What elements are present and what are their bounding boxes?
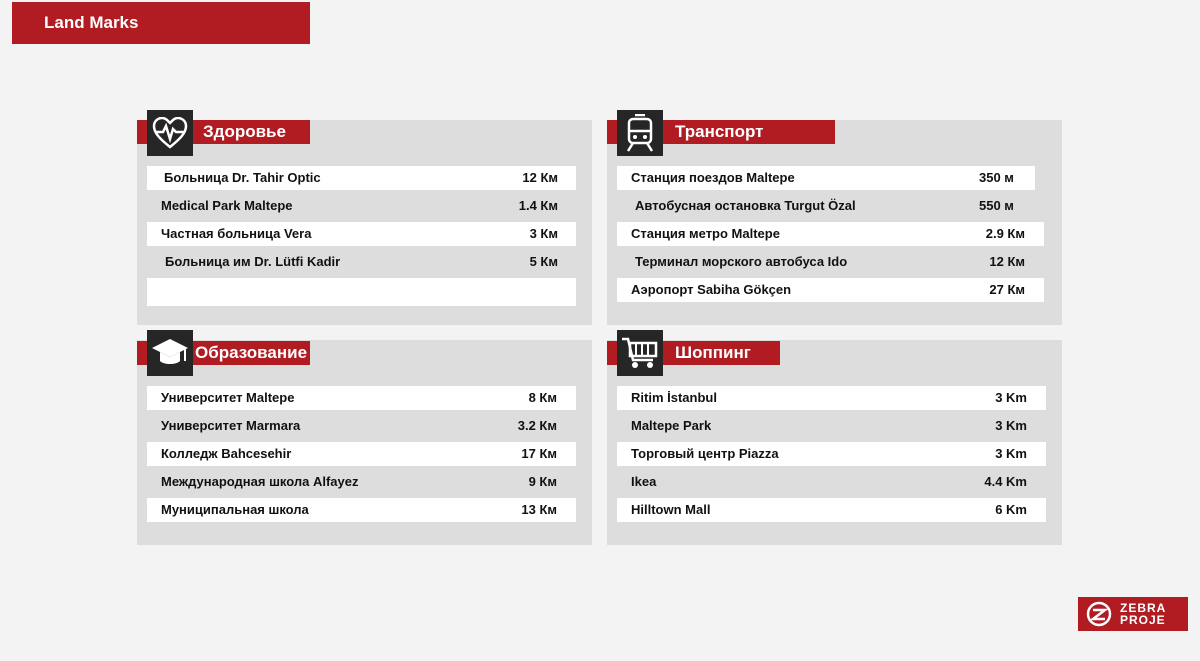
list-item — [617, 498, 1046, 522]
health-row-dist: 12 Км — [522, 170, 558, 185]
graduation-cap-icon — [147, 330, 193, 376]
health-row-name: Больница Dr. Tahir Optic — [164, 170, 321, 185]
transport-row-name: Аэропорт Sabiha Gökçen — [631, 282, 792, 297]
health-row-dist: 1.4 Км — [518, 198, 558, 213]
list-item — [617, 386, 1046, 410]
list-item — [147, 414, 576, 438]
list-item — [147, 166, 576, 190]
list-item — [617, 222, 1044, 246]
shopping-row-name: Ritim İstanbul — [631, 390, 717, 405]
transport-row-name: Станция метро Maltepe — [631, 226, 780, 241]
list-item — [147, 222, 576, 246]
transport-row-name: Станция поездов Maltepe — [631, 170, 795, 185]
shopping-row-name: Maltepe Park — [631, 418, 712, 433]
shopping-row-name: Ikea — [631, 474, 657, 489]
transport-row-dist: 12 Км — [989, 254, 1025, 269]
health-panel — [137, 120, 592, 325]
list-item — [617, 470, 1046, 494]
train-icon — [617, 110, 663, 156]
education-row-dist: 13 Км — [521, 502, 557, 517]
list-item — [617, 442, 1046, 466]
list-item — [617, 278, 1044, 302]
education-row-dist: 3.2 Км — [517, 418, 557, 433]
list-item — [147, 250, 576, 274]
list-item — [147, 386, 576, 410]
shopping-panel — [607, 340, 1062, 545]
zebra-proje-logo — [1078, 597, 1188, 631]
transport-row-name: Автобусная остановка Turgut Özal — [635, 198, 856, 213]
shopping-row-dist: 3 Km — [995, 390, 1027, 405]
transport-row-dist: 2.9 Км — [985, 226, 1025, 241]
shopping-cart-icon — [617, 330, 663, 376]
health-heading: Здоровье — [203, 122, 286, 141]
list-item — [617, 250, 1044, 274]
page-title: Land Marks — [12, 2, 310, 44]
health-row-name: Больница им Dr. Lütfi Kadir — [165, 254, 341, 269]
transport-panel — [607, 120, 1062, 325]
shopping-heading: Шоппинг — [675, 343, 751, 362]
health-row-name: Частная больница Vera — [161, 226, 312, 241]
shopping-row-dist: 3 Km — [995, 418, 1027, 433]
transport-row-dist: 350 м — [979, 170, 1014, 185]
list-item — [147, 470, 576, 494]
health-row-name: Medical Park Maltepe — [161, 198, 293, 213]
logo-line-1: ZEBRA — [1120, 601, 1167, 615]
logo-line-2: PROJE — [1120, 613, 1166, 627]
education-row-name: Университет Maltepe — [161, 390, 295, 405]
education-row-name: Колледж Bahcesehir — [161, 446, 292, 461]
education-row-name: Муниципальная школа — [161, 502, 309, 517]
education-row-name: Международная школа Alfayez — [161, 474, 359, 489]
education-row-name: Университет Marmara — [161, 418, 301, 433]
transport-heading: Транспорт — [675, 122, 764, 141]
shopping-row-name: Торговый центр Piazza — [631, 446, 779, 461]
list-item-empty — [147, 278, 576, 306]
list-item — [147, 194, 576, 218]
shopping-row-dist: 6 Km — [995, 502, 1027, 517]
transport-row-name: Терминал морского автобуса Ido — [635, 254, 848, 269]
list-item — [617, 414, 1046, 438]
transport-row-dist: 550 м — [979, 198, 1014, 213]
education-row-dist: 8 Км — [528, 390, 557, 405]
education-row-dist: 17 Км — [521, 446, 557, 461]
education-panel — [137, 340, 592, 545]
shopping-row-name: Hilltown Mall — [631, 502, 711, 517]
health-row-dist: 5 Км — [529, 254, 558, 269]
zebra-logo-icon — [1086, 601, 1112, 627]
shopping-row-dist: 3 Km — [995, 446, 1027, 461]
list-item — [147, 442, 576, 466]
shopping-row-dist: 4.4 Km — [984, 474, 1027, 489]
list-item — [617, 166, 1035, 190]
education-row-dist: 9 Км — [528, 474, 557, 489]
education-heading: Образование — [195, 343, 308, 362]
health-row-dist: 3 Км — [529, 226, 558, 241]
transport-row-dist: 27 Км — [989, 282, 1025, 297]
list-item — [147, 498, 576, 522]
heart-pulse-icon — [147, 110, 193, 156]
list-item — [617, 194, 1035, 218]
